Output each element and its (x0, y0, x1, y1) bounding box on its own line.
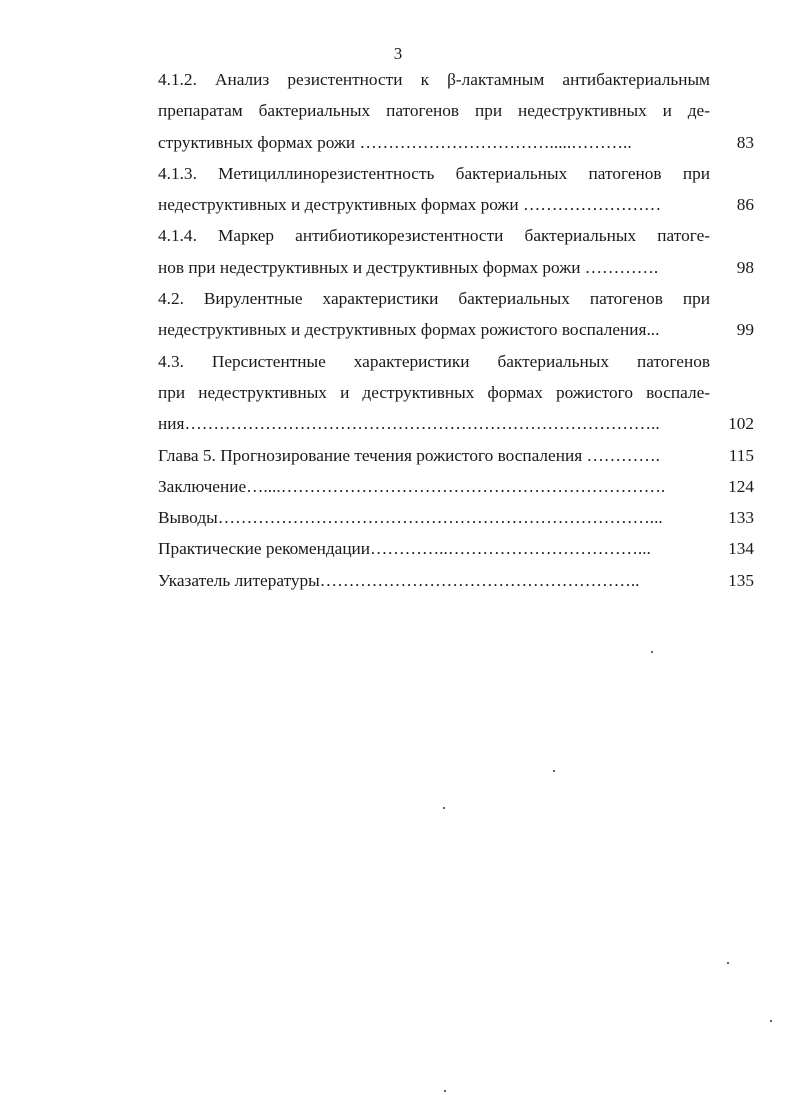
toc-entry-page: 86 (736, 195, 754, 215)
toc-entry-text: 4.1.2. Анализ резистентности к β-лактамным антибактериальным (158, 70, 710, 89)
toc-entry-text: нов при недеструктивных и деструктивных формах рожи …………. (158, 257, 659, 277)
toc-entry-text: Глава 5. Прогнозирование течения рожистого воспаления …………. (158, 445, 660, 465)
toc-line (158, 408, 754, 439)
toc-line (158, 283, 754, 314)
toc-entry-text: препаратам бактериальных патогенов при недеструктивных и де- (158, 101, 710, 121)
toc-entry-page: 133 (728, 508, 754, 528)
toc-entry-text: Выводы…………………………………………………………………... (158, 508, 663, 528)
toc-entry-page: 124 (728, 476, 754, 496)
toc-entry-text: при недеструктивных и деструктивных формах рожистого воспале- (158, 382, 710, 402)
toc-entry-page: 102 (728, 414, 754, 434)
page-number: 3 (393, 44, 403, 63)
scan-speck (444, 1090, 446, 1092)
toc-line (158, 158, 754, 189)
toc-entry-text: ния……………………………………………………………………….. (158, 414, 660, 434)
toc-entry-page: 98 (736, 257, 754, 277)
toc-entry-page: 134 (728, 539, 754, 559)
toc-line (158, 314, 754, 345)
scan-speck (727, 962, 729, 964)
toc-entry-page: 99 (736, 320, 754, 340)
toc-entry-page: 115 (728, 445, 754, 465)
toc-line (158, 95, 754, 126)
toc-line (158, 189, 754, 220)
scan-speck (553, 770, 555, 772)
toc-entry-text: недеструктивных и деструктивных формах рожи …………………… (158, 195, 662, 215)
toc-line (158, 502, 754, 533)
toc-entry-text: 4.2. Вирулентные характеристики бактериальных патогенов при (158, 289, 710, 309)
toc-entry-page: 83 (736, 132, 754, 152)
toc-line (158, 377, 754, 408)
toc-entry-text: недеструктивных и деструктивных формах рожистого воспаления... (158, 320, 660, 340)
toc-line (158, 533, 754, 564)
scan-speck (443, 807, 445, 809)
toc-entry-text: 4.1.4. Маркер антибиотикорезистентности бактериальных патоге- (158, 226, 710, 246)
toc-line (158, 346, 754, 377)
toc-line (158, 64, 754, 95)
toc-line (158, 127, 754, 158)
toc-entry-text: Практические рекомендации…………..……………………………... (158, 539, 651, 559)
table-of-contents (158, 64, 754, 596)
toc-line (158, 565, 754, 596)
toc-entry-text: Указатель литературы……………………………………………….. (158, 570, 640, 590)
scan-speck (651, 651, 653, 653)
toc-entry-text: 4.1.3. Метициллинорезистентность бактериальных патогенов при (158, 163, 710, 183)
toc-line (158, 440, 754, 471)
toc-entry-text: Заключение…....…………………………………………………………. (158, 476, 666, 496)
scan-speck (770, 1020, 772, 1022)
toc-line (158, 252, 754, 283)
toc-entry-text: 4.3. Персистентные характеристики бактериальных патогенов (158, 351, 710, 371)
toc-line (158, 220, 754, 251)
toc-line (158, 471, 754, 502)
toc-entry-page: 135 (728, 570, 754, 590)
toc-entry-text: структивных формах рожи …………………………….....……….. (158, 132, 632, 152)
